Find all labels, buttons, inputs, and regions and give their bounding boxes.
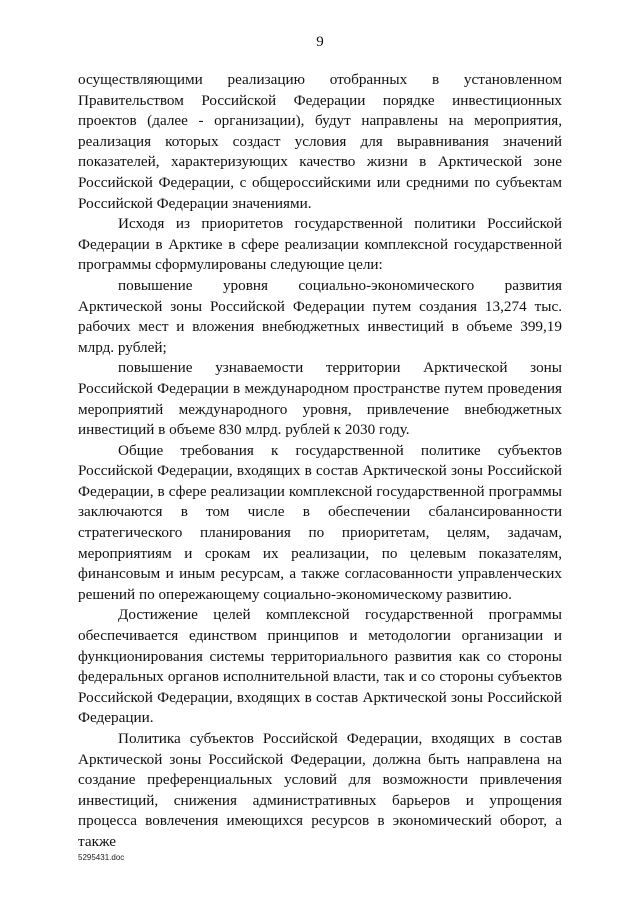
paragraph-achievement: Достижение целей комплексной государственной программы обеспечивается единством принципов и методологии организации и функционирования системы территориального развития как со стороны федеральных органов исполнительной власти, так и со стороны субъектов Российской Федерации, входящих в состав Арктической зоны Российской Федерации.	[78, 606, 562, 727]
paragraph-goal-1: повышение уровня социально-экономического развития Арктической зоны Российской Федерации путем создания 13,274 тыс. рабочих мест и вложения внебюджетных инвестиций в объеме 399,19 млрд. рублей;	[78, 276, 562, 356]
paragraph-policy: Политика субъектов Российской Федерации, входящих в состав Арктической зоны Российской Федерации, должна быть направлена на создание преференциальных условий для возможности привлечения инвестиций, снижения административных барьеров и упрощения процесса вовлечения имеющихся ресурсов в экономический оборот, а также	[78, 730, 562, 850]
footer-file-name: 5295431.doc	[78, 853, 125, 862]
paragraph-continuation: осуществляющими реализацию отобранных в установленном Правительством Российской Федерации порядке инвестиционных проектов (далее - организации), будут направлены на мероприятия, реализация которых создаст условия для выравнивания значений показателей, характеризующих качество жизни в Арктической зоне Российской Федерации, с общероссийскими или средними по субъектам Российской Федерации значениями.	[78, 71, 562, 212]
paragraph-general-requirements: Общие требования к государственной политике субъектов Российской Федерации, входящих в состав Арктической зоны Российской Федерации, в сфере реализации комплексной государственной программы заключаются в том числе в обеспечении сбалансированности стратегического планирования по приоритетам, целям, задачам, мероприятиям и срокам их реализации, по целевым показателям, финансовым и иным ресурсам, а также согласованности управленческих решений по опережающему социально-экономическому развитию.	[78, 441, 562, 603]
body-text	[78, 70, 562, 853]
page-number: 9	[316, 34, 324, 50]
paragraph-goal-2: повышение узнаваемости территории Арктической зоны Российской Федерации в международном пространстве путем проведения мероприятий международного уровня, привлечение внебюджетных инвестиций в объеме 830 млрд. рублей к 2030 году.	[78, 359, 562, 439]
paragraph-priorities: Исходя из приоритетов государственной политики Российской Федерации в Арктике в сфере реализации комплексной государственной программы сформулированы следующие цели:	[78, 215, 562, 274]
